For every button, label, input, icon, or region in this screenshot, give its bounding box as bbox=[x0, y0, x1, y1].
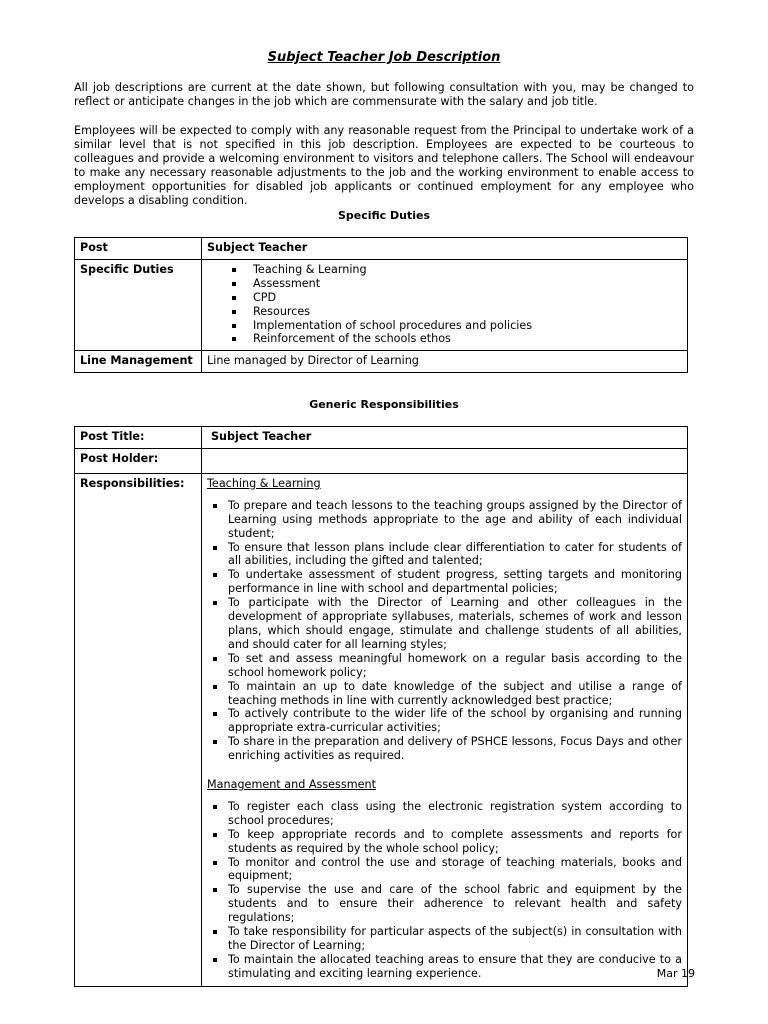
list-item: To take responsibility for particular aspects of the subject(s) in consultation with the Director of Learning; bbox=[207, 925, 682, 953]
table-row bbox=[75, 448, 688, 473]
list-item: CPD bbox=[207, 291, 682, 305]
page-title: Subject Teacher Job Description bbox=[267, 50, 501, 65]
intro-paragraph-1: All job descriptions are current at the date shown, but following consultation with you, may be changed to reflect or anticipate changes in the job which are commensurate with the salary and job title. bbox=[74, 81, 694, 108]
line-management-label: Line Management bbox=[75, 351, 202, 373]
duties-list bbox=[207, 263, 682, 346]
list-item: Assessment bbox=[207, 277, 682, 291]
teaching-learning-list bbox=[207, 499, 682, 763]
list-item: Reinforcement of the schools ethos bbox=[207, 332, 682, 346]
responsibilities-label: Responsibilities: bbox=[75, 473, 202, 986]
list-item: To maintain the allocated teaching areas to ensure that they are conducive to a stimulating and exciting learning experience. bbox=[207, 953, 682, 981]
list-item: To share in the preparation and delivery of PSHCE lessons, Focus Days and other enriching activities as required. bbox=[207, 735, 682, 763]
specific-duties-heading: Specific Duties bbox=[337, 209, 431, 222]
list-item: Teaching & Learning bbox=[207, 263, 682, 277]
list-item: To participate with the Director of Learning and other colleagues in the development of appropriate syllabuses, materials, schemes of work and lesson plans, which should engage, stimulate and challenge students of all abilities, and should cater for all learning styles; bbox=[207, 596, 682, 652]
post-title-value: Subject Teacher bbox=[202, 427, 688, 449]
list-item: To maintain an up to date knowledge of the subject and utilise a range of teaching methods in line with currently acknowledged best practice; bbox=[207, 680, 682, 708]
list-item: To keep appropriate records and to complete assessments and reports for students as required by the whole school policy; bbox=[207, 828, 682, 856]
generic-responsibilities-heading: Generic Responsibilities bbox=[309, 398, 459, 411]
post-holder-label: Post Holder: bbox=[75, 448, 202, 473]
line-management-value: Line managed by Director of Learning bbox=[202, 351, 688, 373]
table-row bbox=[75, 259, 688, 350]
list-item: Implementation of school procedures and policies bbox=[207, 319, 682, 333]
list-item: To prepare and teach lessons to the teaching groups assigned by the Director of Learning using methods appropriate to the age and ability of each individual student; bbox=[207, 499, 682, 541]
table-row bbox=[75, 351, 688, 373]
section-heading-teaching: Teaching & Learning bbox=[207, 476, 321, 490]
management-assessment-list bbox=[207, 800, 682, 981]
list-item: To monitor and control the use and storage of teaching materials, books and equipment; bbox=[207, 856, 682, 884]
list-item: To register each class using the electronic registration system according to school procedures; bbox=[207, 800, 682, 828]
list-item: To actively contribute to the wider life of the school by organising and running appropriate extra-curricular activities; bbox=[207, 707, 682, 735]
duties-label: Specific Duties bbox=[75, 259, 202, 350]
table-row bbox=[75, 427, 688, 449]
table-row bbox=[75, 473, 688, 986]
list-item: To set and assess meaningful homework on a regular basis according to the school homework policy; bbox=[207, 652, 682, 680]
list-item: To supervise the use and care of the school fabric and equipment by the students and to ensure their adherence to relevant health and safety regulations; bbox=[207, 883, 682, 925]
duties-cell bbox=[202, 259, 688, 350]
section-heading-management: Management and Assessment bbox=[207, 778, 376, 792]
responsibilities-cell bbox=[202, 473, 688, 986]
specific-duties-table bbox=[74, 237, 688, 373]
post-value: Subject Teacher bbox=[202, 238, 688, 260]
list-item: To ensure that lesson plans include clear differentiation to cater for students of all abilities, including the gifted and talented; bbox=[207, 541, 682, 569]
intro-paragraph-2: Employees will be expected to comply with any reasonable request from the Principal to undertake work of a similar level that is not specified in this job description. Employees are expected to be courteous to colleagues and provide a welcoming environment to visitors and telephone callers. The School will endeavour to make any necessary reasonable adjustments to the job and the working environment to enable access to employment opportunities for disabled job applicants or continued employment for any employee who develops a disabling condition. bbox=[74, 124, 694, 207]
table-row bbox=[75, 238, 688, 260]
post-title-label: Post Title: bbox=[75, 427, 202, 449]
list-item: Resources bbox=[207, 305, 682, 319]
footer-date: Mar 19 bbox=[656, 967, 695, 980]
list-item: To undertake assessment of student progress, setting targets and monitoring performance in line with school and departmental policies; bbox=[207, 568, 682, 596]
post-label: Post bbox=[75, 238, 202, 260]
generic-responsibilities-table bbox=[74, 426, 688, 987]
post-holder-value bbox=[202, 448, 688, 473]
